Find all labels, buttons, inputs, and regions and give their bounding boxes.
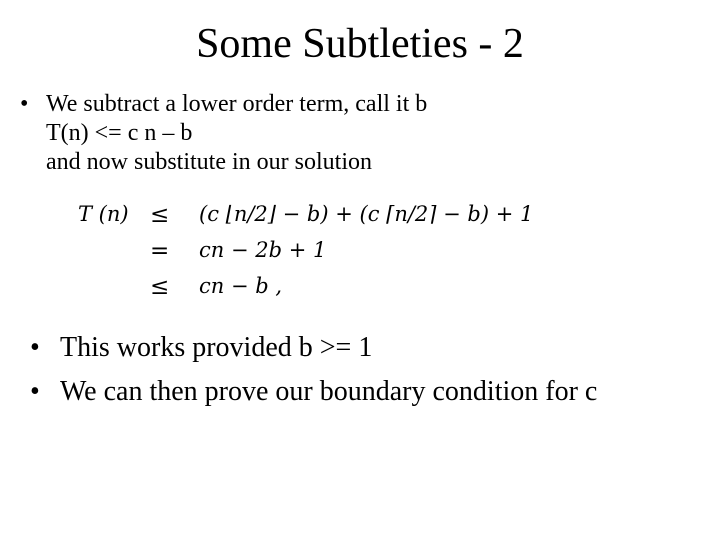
intro-bullet [20, 90, 427, 177]
bullet-marker: • [20, 91, 29, 117]
equation-relation: ≤ [150, 274, 170, 300]
equation-relation: ≤ [150, 202, 170, 228]
intro-line-3: and now substitute in our solution [46, 149, 372, 175]
intro-line-1 [20, 90, 427, 119]
bullet-text: This works provided b >= 1 [60, 332, 373, 363]
bullet-text: We can then prove our boundary condition for c [60, 376, 598, 407]
equation-rhs: cn − 2b + 1 [199, 238, 327, 262]
bullet-item [30, 370, 597, 414]
bullet-list [30, 326, 597, 414]
equation-relation: = [150, 238, 170, 264]
intro-line-2: T(n) <= c n – b [46, 120, 193, 146]
slide-title: Some Subtleties - 2 [196, 21, 524, 67]
intro-text-1: We subtract a lower order term, call it b [46, 91, 428, 117]
equation-rhs: (c ⌊n/2⌋ − b) + (c ⌈n/2⌉ − b) + 1 [199, 202, 534, 226]
equation-rhs: cn − b , [199, 274, 283, 298]
bullet-marker: • [30, 332, 40, 363]
bullet-marker: • [30, 376, 40, 407]
equation-lhs: T (n) [78, 202, 129, 226]
bullet-item [30, 326, 597, 370]
